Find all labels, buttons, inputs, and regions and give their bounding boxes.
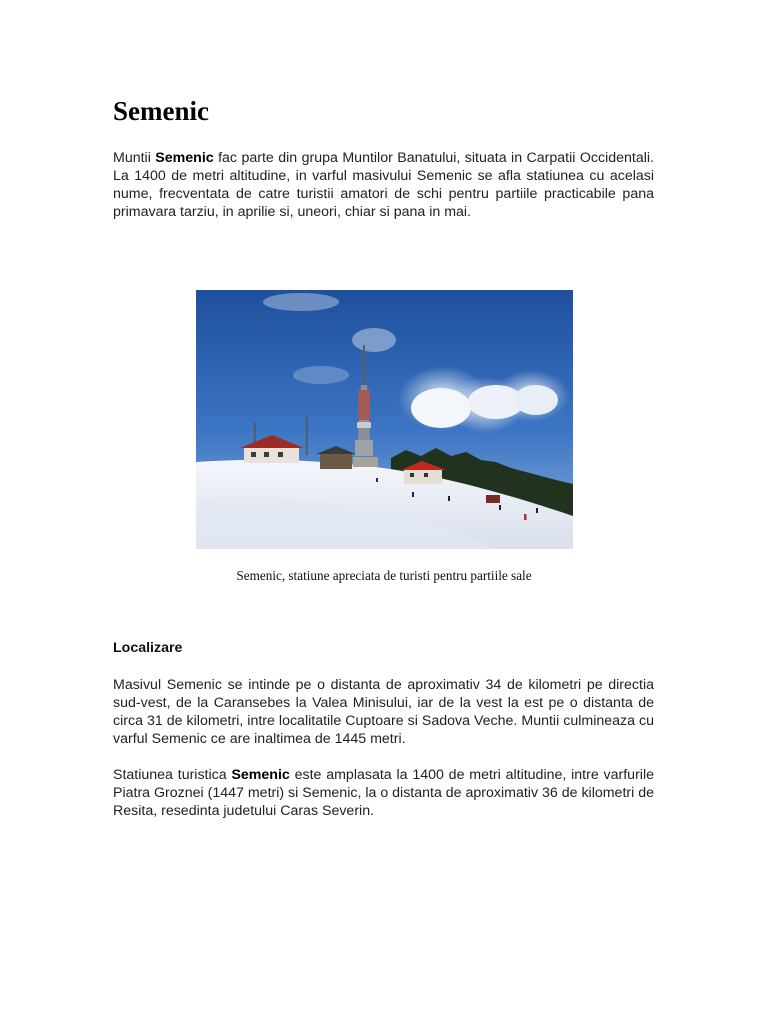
semenic-resort-photo <box>196 290 573 549</box>
section-heading: Localizare <box>113 640 183 656</box>
intro-paragraph <box>113 149 654 221</box>
resort-paragraph <box>113 766 654 820</box>
location-paragraph: Masivul Semenic se intinde pe o distanta de aproximativ 34 de kilometri pe directia sud-vest, de la Caransebes la Valea Minisului, iar de la vest la est pe o distanta de circa 31 de kilometri, intre localitatile Cuptoare si Sadova Veche. Muntii culmineaza cu varful Semenic ce are inaltimea de 1445 metri. <box>113 677 654 747</box>
intro-rest: fac parte din grupa Muntilor Banatului, situata in Carpatii Occidentali. La 1400 de metri altitudine, in varful masivului Semenic se afla statiunea cu acelasi nume, frecventata de catre turistii amatori de schi pentru partiile practicabile pana primavara tarziu, in aprilie si, uneori, chiar si pana in mai. <box>113 150 654 220</box>
page-title: Semenic <box>113 96 209 126</box>
resort-rest: este amplasata la 1400 de metri altitudine, intre varfurile Piatra Groznei (1447 metri) si Semenic, la o distanta de aproximativ 36 de kilometri de Resita, resedinta judetului Caras Severin. <box>113 767 654 819</box>
intro-bold-term: Semenic <box>155 150 214 166</box>
resort-lead: Statiunea turistica <box>113 767 232 783</box>
photo-caption: Semenic, statiune apreciata de turisti pentru partiile sale <box>236 568 532 583</box>
intro-lead: Muntii <box>113 150 156 166</box>
resort-bold-term: Semenic <box>231 767 290 783</box>
